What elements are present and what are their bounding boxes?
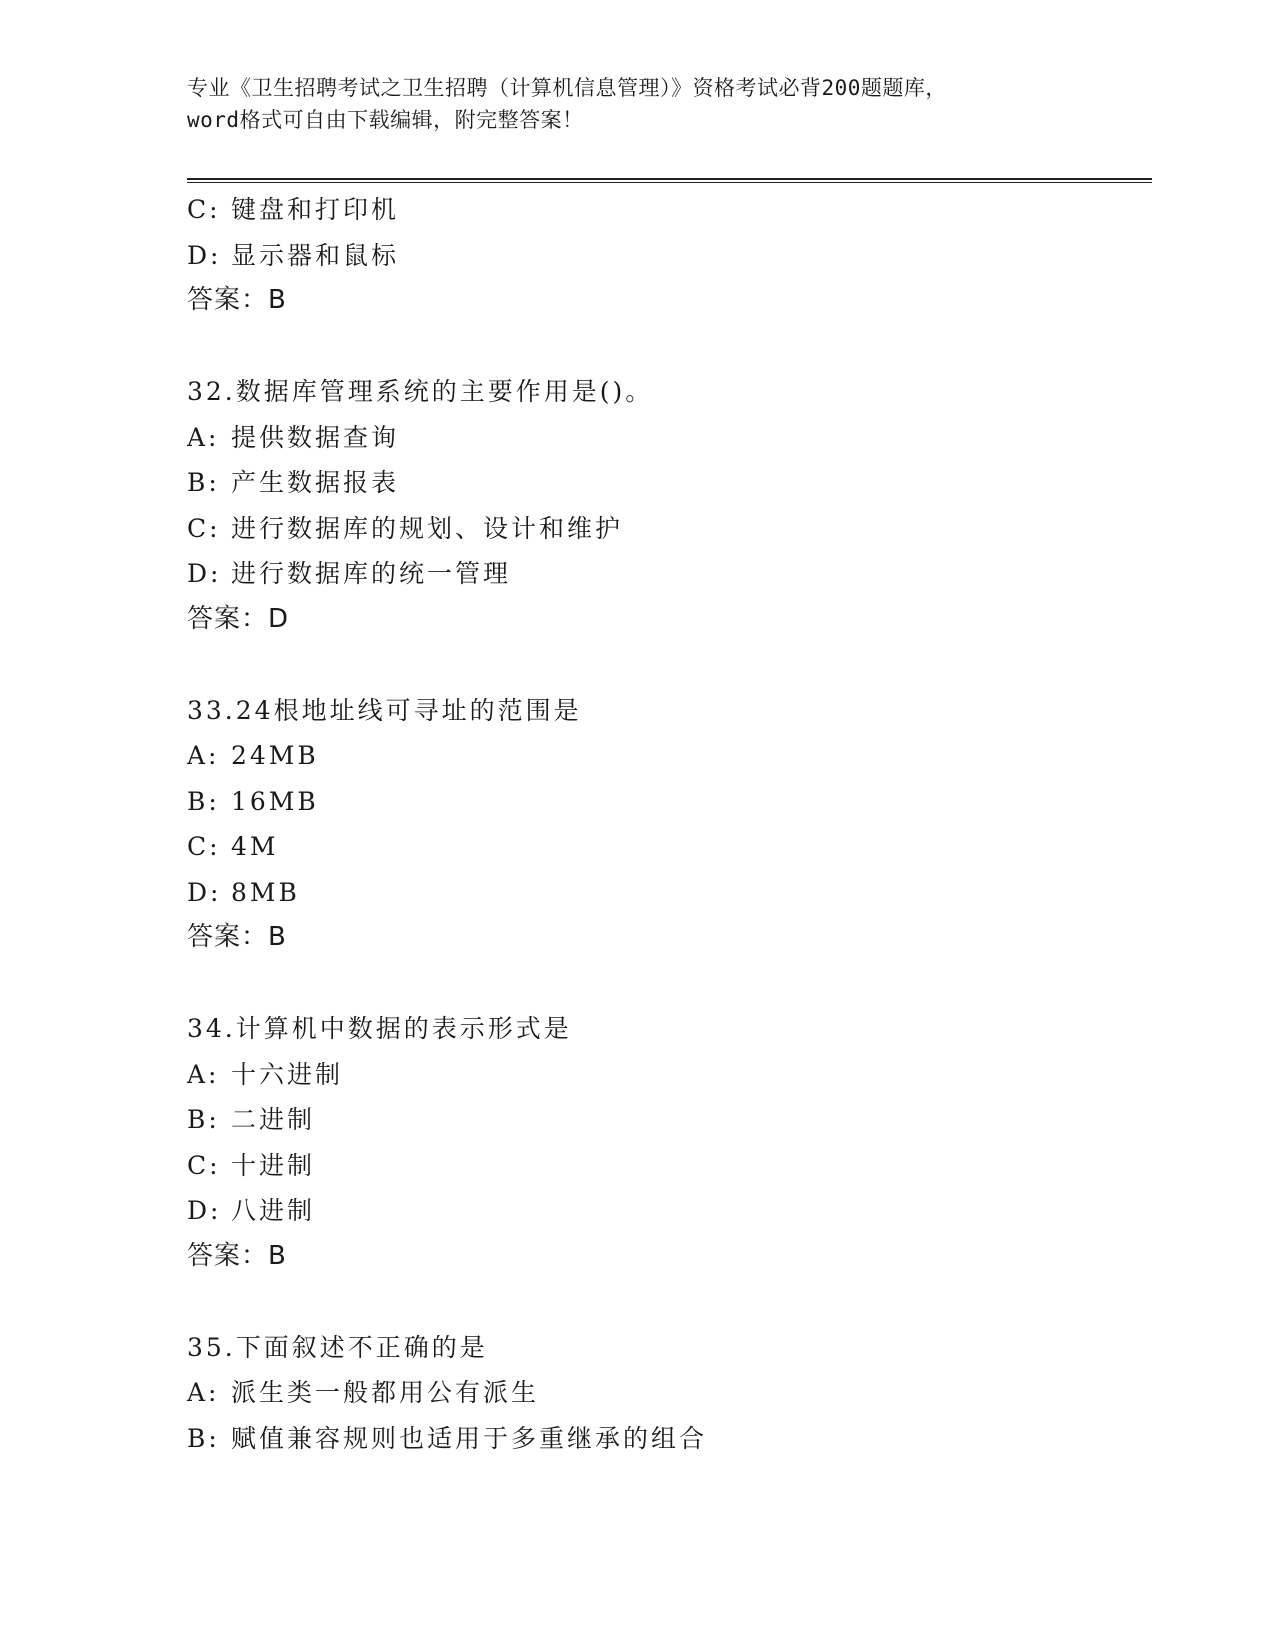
option-d <box>187 870 1152 916</box>
option-letter: A: <box>187 422 220 452</box>
option-b <box>187 1416 1152 1462</box>
option-text: 16MB <box>231 786 319 816</box>
option-a <box>187 1370 1152 1416</box>
option-a <box>187 1052 1152 1098</box>
question-stem: 32.数据库管理系统的主要作用是()。 <box>187 377 654 406</box>
option-text: 显示器和鼠标 <box>231 240 400 270</box>
option-text: 十进制 <box>231 1150 316 1180</box>
question-list <box>187 187 1152 1461</box>
option-letter: D: <box>187 1196 222 1225</box>
spacer <box>187 1279 1152 1325</box>
document-header <box>187 72 1087 136</box>
option-text: 派生类一般都用公有派生 <box>231 1378 540 1407</box>
option-letter: C: <box>187 832 221 861</box>
question-stem: 34.计算机中数据的表示形式是 <box>187 1014 572 1043</box>
option-b <box>187 1097 1152 1143</box>
option-a <box>187 733 1152 779</box>
option-letter: D: <box>187 240 222 270</box>
option-text: 24MB <box>231 741 319 770</box>
option-letter: A: <box>187 741 220 770</box>
answer-line: 答案：B <box>187 285 287 315</box>
document-page <box>187 0 1152 1650</box>
option-letter: B: <box>187 1105 220 1134</box>
option-letter: D: <box>187 877 222 907</box>
option-letter: B: <box>187 468 220 497</box>
answer-line: 答案：B <box>187 1240 287 1271</box>
spacer <box>187 324 1152 370</box>
option-b <box>187 779 1152 825</box>
option-letter: C: <box>187 1150 221 1180</box>
option-text: 进行数据库的规划、设计和维护 <box>231 513 624 543</box>
option-text: 八进制 <box>231 1196 316 1225</box>
option-text: 8MB <box>231 877 300 907</box>
option-d <box>187 1188 1152 1234</box>
option-text: 产生数据报表 <box>231 468 400 497</box>
option-text: 二进制 <box>231 1105 316 1134</box>
option-letter: B: <box>187 1423 220 1453</box>
header-title-line-2: word格式可自由下载编辑，附完整答案！ <box>187 108 584 132</box>
option-c <box>187 506 1152 552</box>
option-b <box>187 460 1152 506</box>
option-text: 键盘和打印机 <box>231 195 400 224</box>
option-text: 十六进制 <box>231 1059 344 1089</box>
header-divider <box>187 178 1152 183</box>
answer-line: 答案：D <box>187 603 290 634</box>
option-letter: D: <box>187 559 222 588</box>
option-a <box>187 415 1152 461</box>
option-letter: A: <box>187 1059 220 1089</box>
option-letter: A: <box>187 1378 220 1407</box>
answer-line: 答案：B <box>187 922 287 952</box>
option-c <box>187 187 1152 233</box>
option-text: 进行数据库的统一管理 <box>231 559 512 588</box>
option-letter: B: <box>187 786 220 816</box>
question-stem: 33.24根地址线可寻址的范围是 <box>187 695 582 725</box>
option-text: 提供数据查询 <box>231 422 400 452</box>
spacer <box>187 642 1152 688</box>
option-d <box>187 233 1152 279</box>
option-letter: C: <box>187 195 221 224</box>
question-stem: 35.下面叙述不正确的是 <box>187 1332 488 1362</box>
option-letter: C: <box>187 513 221 543</box>
header-title-line-1: 专业《卫生招聘考试之卫生招聘（计算机信息管理）》资格考试必背200题题库， <box>187 76 947 100</box>
option-text: 赋值兼容规则也适用于多重继承的组合 <box>231 1423 708 1453</box>
spacer <box>187 961 1152 1007</box>
option-c <box>187 824 1152 870</box>
option-d <box>187 551 1152 597</box>
option-c <box>187 1143 1152 1189</box>
option-text: 4M <box>231 832 279 861</box>
